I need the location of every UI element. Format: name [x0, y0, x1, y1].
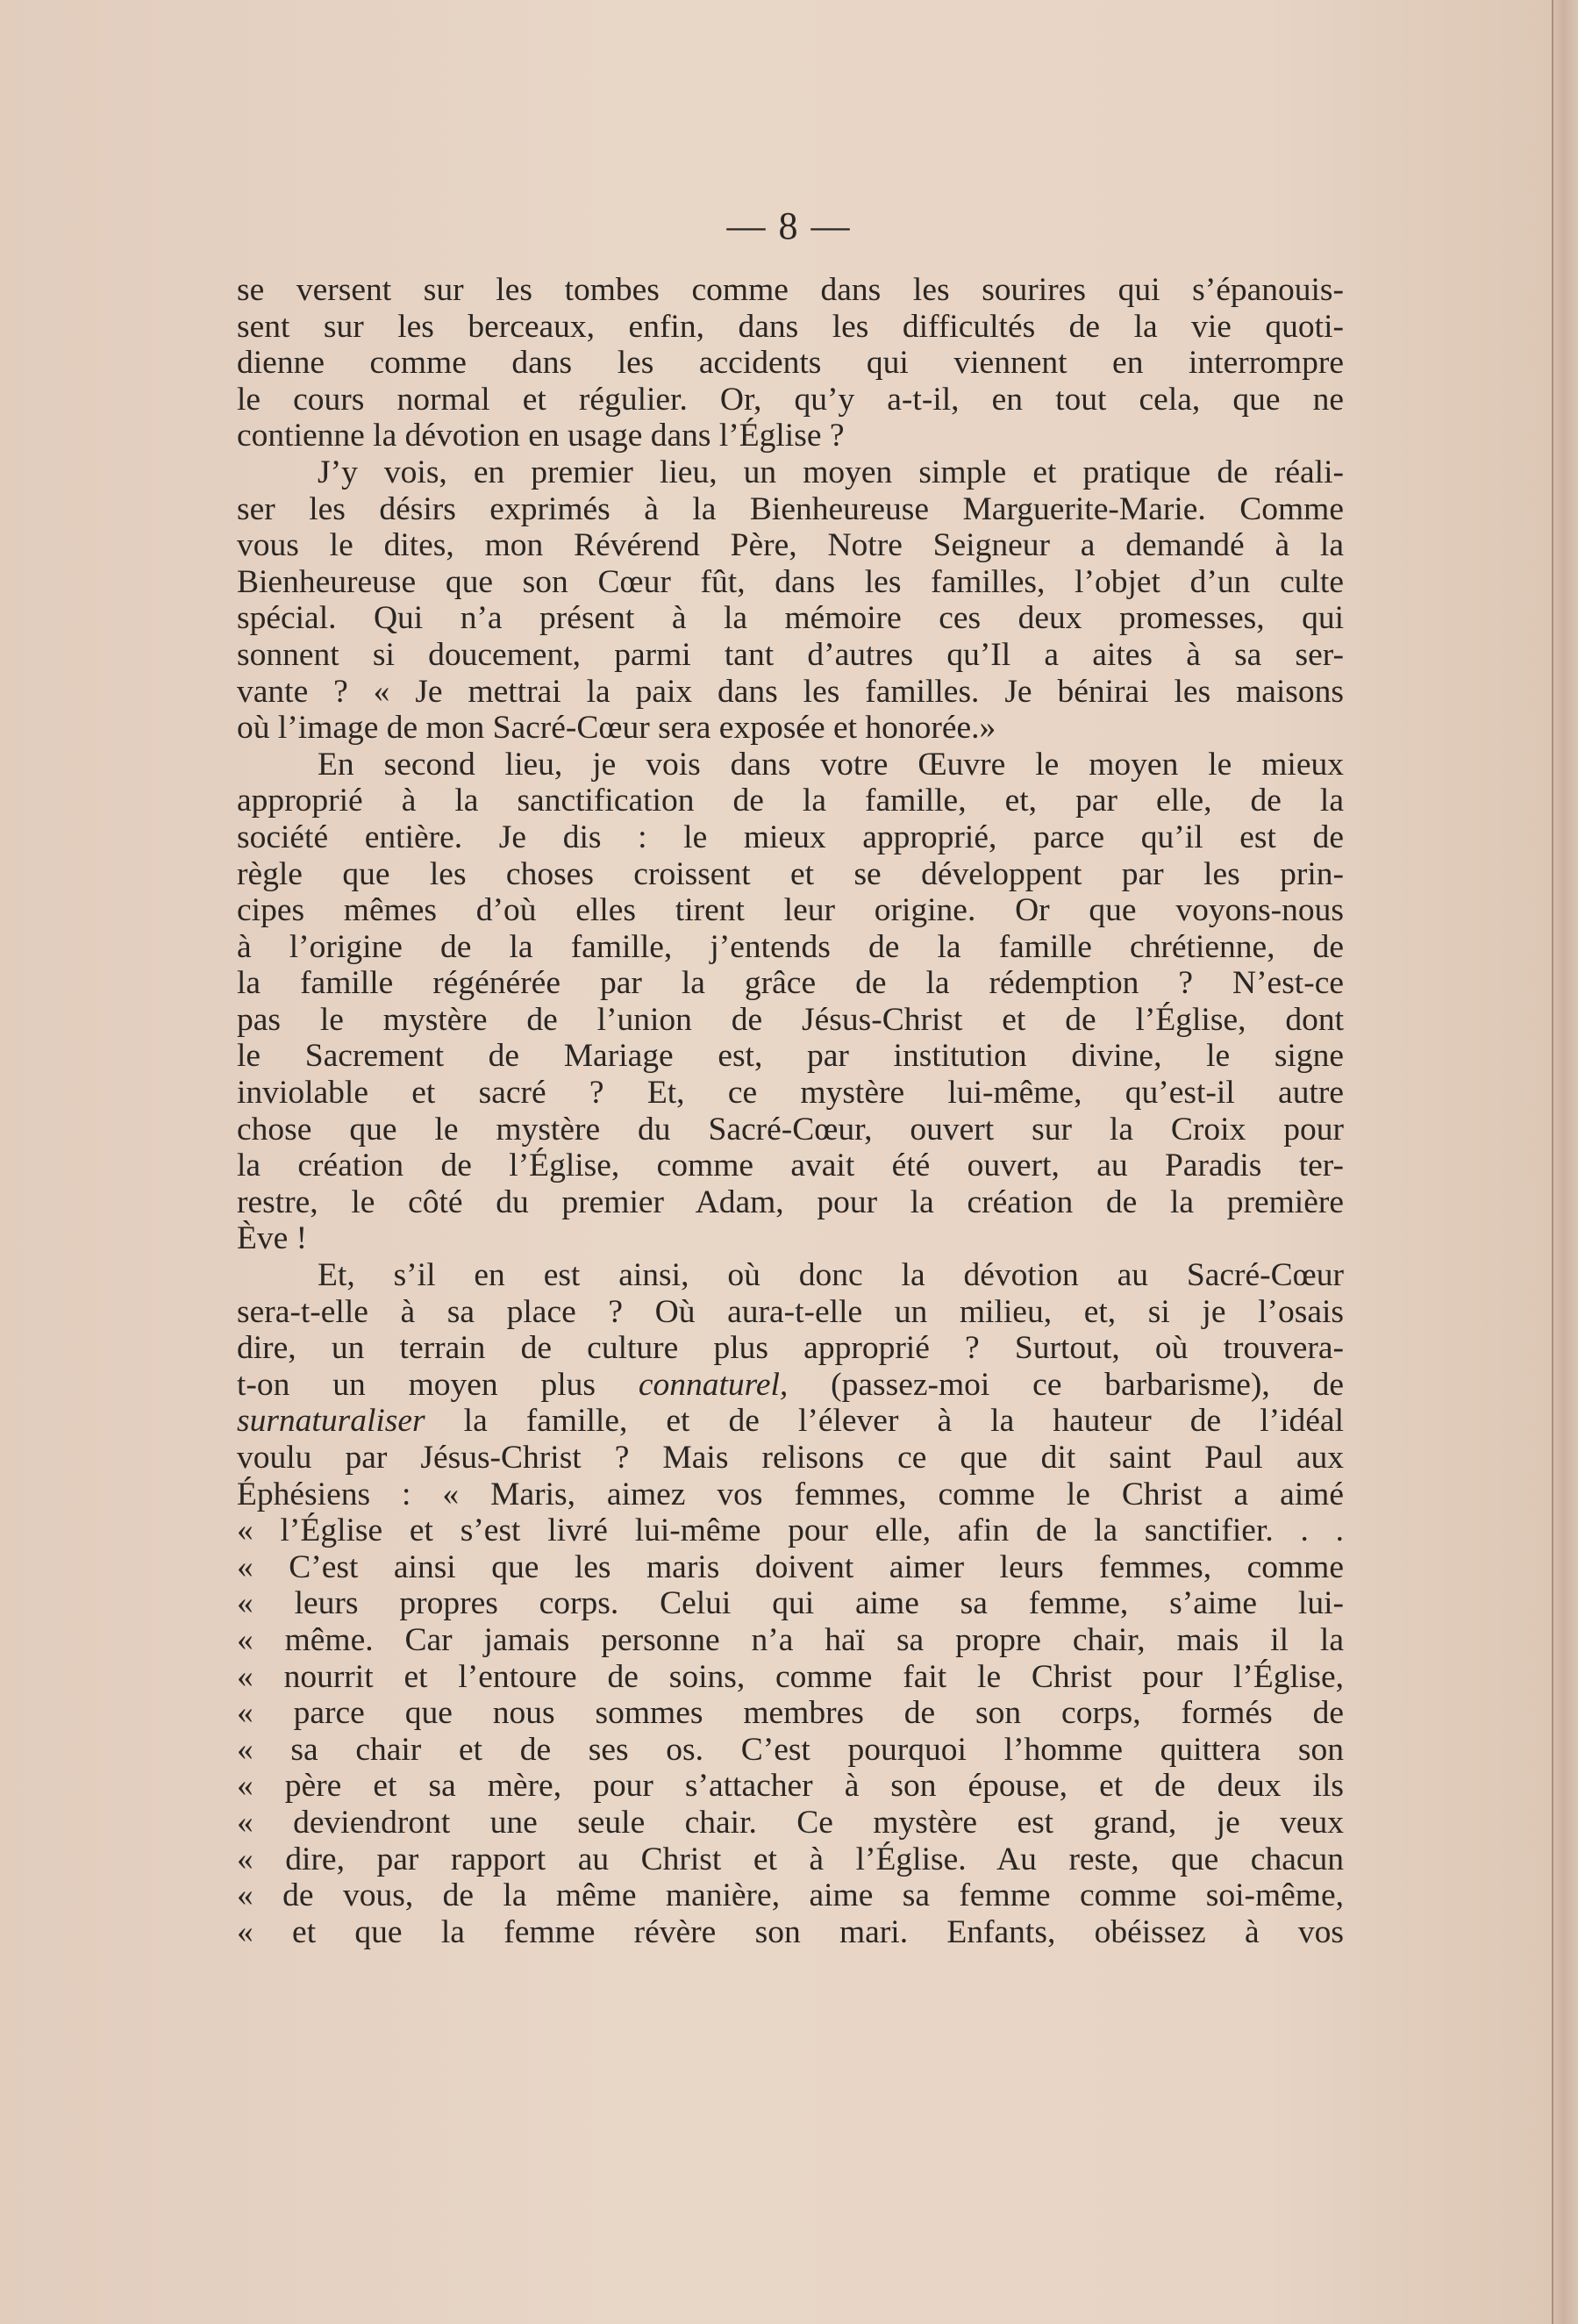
text-line: contienne la dévotion en usage dans l’Église ? [237, 418, 845, 454]
text-line: chose que le mystère du Sacré-Cœur, ouvert sur la Croix pour [237, 1111, 1344, 1148]
text-line: où l’image de mon Sacré-Cœur sera exposée et honorée.» [237, 710, 996, 747]
text-line: Éphésiens : « Maris, aimez vos femmes, comme le Christ a aimé [237, 1476, 1344, 1512]
text-line [237, 1367, 1344, 1404]
text-line: « de vous, de la même manière, aime sa femme comme soi-même, [237, 1877, 1344, 1914]
text-line: spécial. Qui n’a présent à la mémoire ces deux promesses, qui [237, 600, 1344, 637]
text-segment: (passez-moi ce barbarisme), de [788, 1366, 1344, 1403]
text-line: inviolable et sacré ? Et, ce mystère lui-même, qu’est-il autre [237, 1075, 1344, 1112]
text-segment: la famille, et de l’élever à la hauteur de l’idéal [425, 1403, 1344, 1440]
text-segment: t-on un moyen plus [237, 1366, 639, 1403]
text-line: Bienheureuse que son Cœur fût, dans les familles, l’objet d’un culte [237, 563, 1344, 600]
text-line: ser les désirs exprimés à la Bienheureuse Marguerite-Marie. Comme [237, 490, 1344, 527]
text-line [237, 1403, 1344, 1440]
text-line: « C’est ainsi que les maris doivent aimer leurs femmes, comme [237, 1548, 1344, 1585]
page-edge [1552, 0, 1578, 2324]
text-line: vante ? « Je mettrai la paix dans les familles. Je bénirai les maisons [237, 673, 1344, 710]
text-line: « leurs propres corps. Celui qui aime sa femme, s’aime lui- [237, 1585, 1344, 1622]
text-line: sent sur les berceaux, enfin, dans les difficultés de la vie quoti- [237, 308, 1344, 345]
text-line: J’y vois, en premier lieu, un moyen simple et pratique de réali- [318, 454, 1344, 490]
text-line: En second lieu, je vois dans votre Œuvre le moyen le mieux [318, 746, 1344, 783]
text-line: « dire, par rapport au Christ et à l’Église. Au reste, que chacun [237, 1841, 1344, 1877]
text-line: sonnent si doucement, parmi tant d’autres qu’Il a aites à sa ser- [237, 636, 1344, 673]
text-line: société entière. Je dis : le mieux approprié, parce qu’il est de [237, 819, 1344, 855]
text-line: approprié à la sanctification de la famille, et, par elle, de la [237, 783, 1344, 819]
page-number: — 8 — [726, 204, 852, 247]
text-line: se versent sur les tombes comme dans les sourires qui s’épanouis- [237, 272, 1344, 308]
text-line: cipes mêmes d’où elles tirent leur origine. Or que voyons-nous [237, 892, 1344, 929]
text-line: vous le dites, mon Révérend Père, Notre Seigneur a demandé à la [237, 527, 1344, 564]
italic-word: surnaturaliser [237, 1403, 425, 1440]
text-line: « père et sa mère, pour s’attacher à son épouse, et de deux ils [237, 1768, 1344, 1805]
text-line: le cours normal et régulier. Or, qu’y a-t-il, en tout cela, que ne [237, 381, 1344, 418]
text-line: règle que les choses croissent et se développent par les prin- [237, 855, 1344, 892]
text-line: pas le mystère de l’union de Jésus-Christ et de l’Église, dont [237, 1001, 1344, 1038]
text-line: restre, le côté du premier Adam, pour la création de la première [237, 1183, 1344, 1220]
text-line: « même. Car jamais personne n’a haï sa propre chair, mais il la [237, 1621, 1344, 1658]
body-text [237, 272, 1344, 1950]
text-line: dienne comme dans les accidents qui viennent en interrompre [237, 345, 1344, 382]
italic-word: connaturel, [638, 1366, 789, 1403]
text-line: « sa chair et de ses os. C’est pourquoi l’homme quittera son [237, 1731, 1344, 1768]
text-line: sera-t-elle à sa place ? Où aura-t-elle un milieu, et, si je l’osais [237, 1293, 1344, 1330]
text-line: « nourrit et l’entoure de soins, comme fait le Christ pour l’Église, [237, 1658, 1344, 1695]
text-line: la création de l’Église, comme avait été ouvert, au Paradis ter- [237, 1148, 1344, 1184]
text-line: à l’origine de la famille, j’entends de la famille chrétienne, de [237, 928, 1344, 965]
text-line: « parce que nous sommes membres de son corps, formés de [237, 1695, 1344, 1732]
text-line: « l’Église et s’est livré lui-même pour elle, afin de la sanctifier. . . [237, 1512, 1344, 1549]
text-line: « et que la femme révère son mari. Enfants, obéissez à vos [237, 1913, 1344, 1950]
text-line: Et, s’il en est ainsi, où donc la dévotion au Sacré-Cœur [318, 1257, 1344, 1294]
text-line: « deviendront une seule chair. Ce mystère est grand, je veux [237, 1804, 1344, 1841]
text-line: la famille régénérée par la grâce de la rédemption ? N’est-ce [237, 965, 1344, 1002]
text-line: Ève ! [237, 1220, 308, 1257]
text-line: voulu par Jésus-Christ ? Mais relisons ce que dit saint Paul aux [237, 1440, 1344, 1476]
text-line: le Sacrement de Mariage est, par institution divine, le signe [237, 1038, 1344, 1075]
text-line: dire, un terrain de culture plus approprié ? Surtout, où trouvera- [237, 1330, 1344, 1367]
